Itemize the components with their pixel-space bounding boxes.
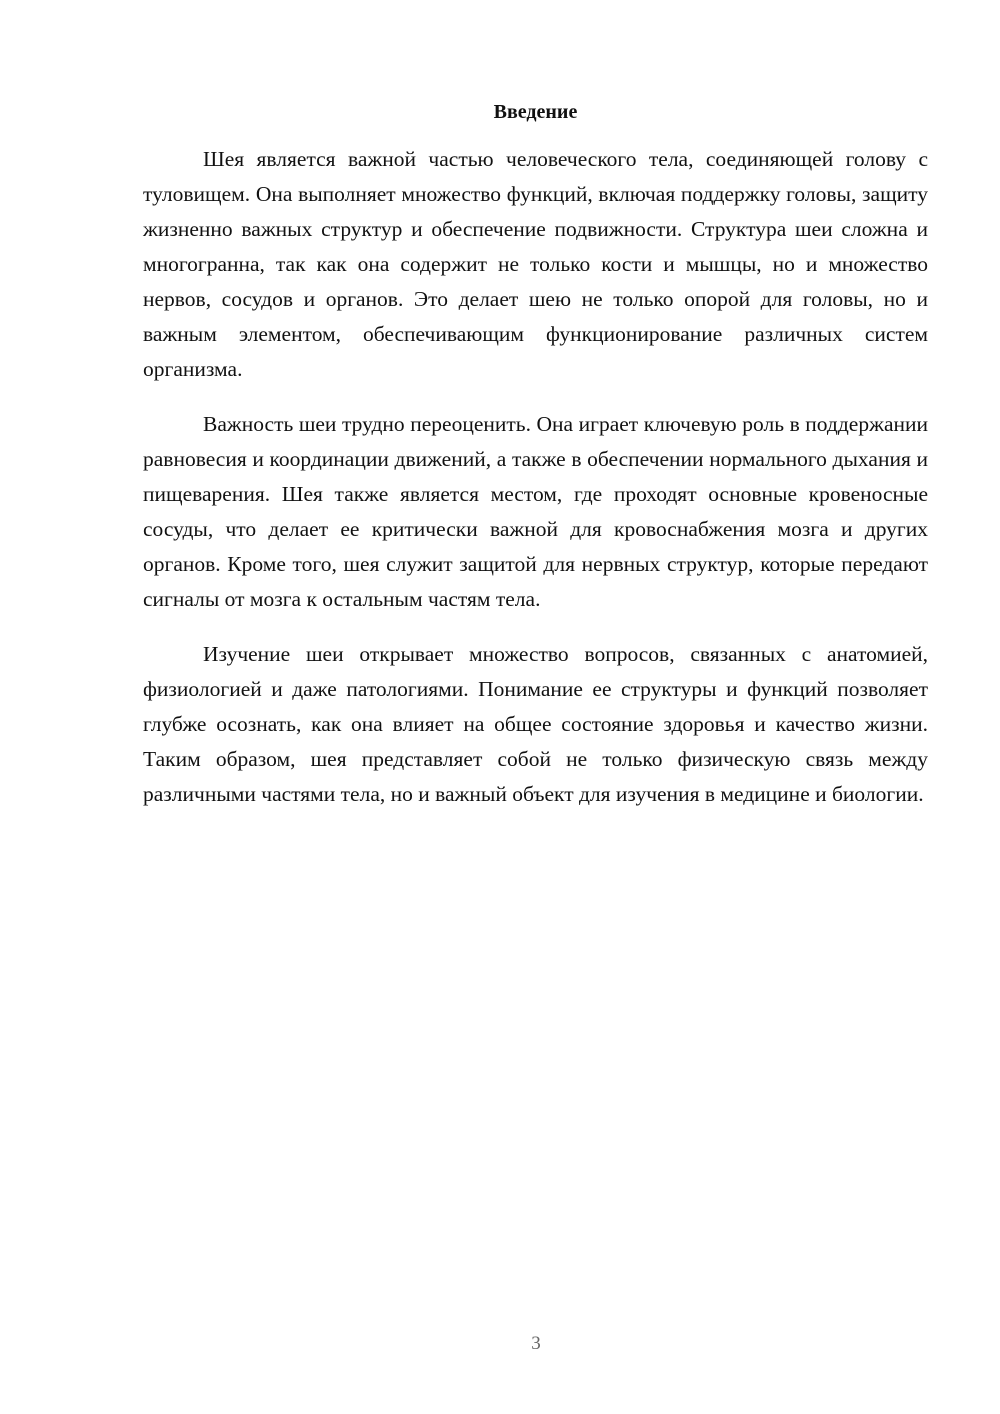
body-text [143,142,928,832]
page-number: 3 [531,1333,541,1354]
paragraph-2: Важность шеи трудно переоценить. Она играет ключевую роль в поддержании равновесия и координации движений, а также в обеспечении нормального дыхания и пищеварения. Шея также является местом, где проходят основные кровеносные сосуды, что делает ее критически важной для кровоснабжения мозга и других органов. Кроме того, шея служит защитой для нервных структур, которые передают сигналы от мозга к остальным частям тела. [143,412,928,611]
paragraph-1: Шея является важной частью человеческого тела, соединяющей голову с туловищем. Она выполняет множество функций, включая поддержку головы, защиту жизненно важных структур и обеспечение подвижности. Структура шеи сложна и многогранна, так как она содержит не только кости и мышцы, но и множество нервов, сосудов и органов. Это делает шею не только опорой для головы, но и важным элементом, обеспечивающим функционирование различных систем организма. [143,147,928,381]
paragraph-3: Изучение шеи открывает множество вопросов, связанных с анатомией, физиологией и даже патологиями. Понимание ее структуры и функций позволяет глубже осознать, как она влияет на общее состояние здоровья и качество жизни. Таким образом, шея представляет собой не только физическую связь между различными частями тела, но и важный объект для изучения в медицине и биологии. [143,642,928,806]
section-heading: Введение [493,101,578,123]
